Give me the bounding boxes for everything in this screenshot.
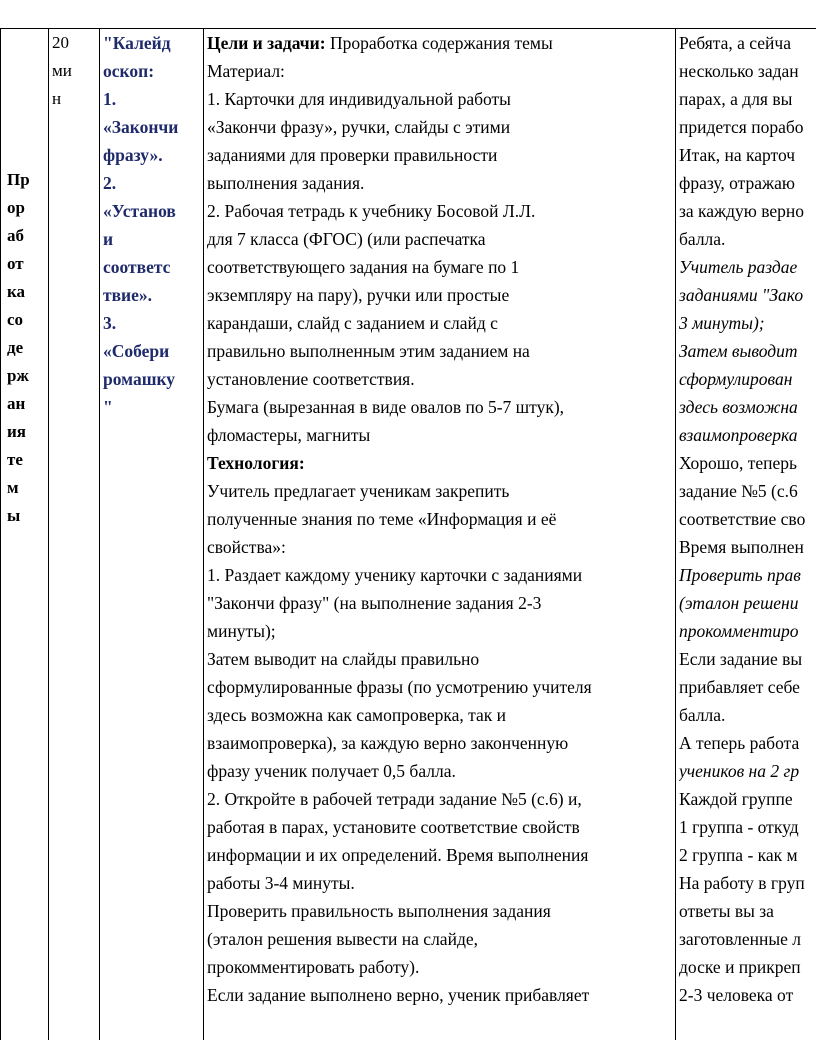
goals-line [207, 29, 673, 57]
student-text-line: учеников на 2 гр [679, 761, 800, 781]
stage-name-line: Пр [7, 170, 30, 189]
method-line: 3. [103, 313, 117, 333]
stage-name-line: ор [7, 198, 25, 217]
student-text-line: Учитель раздае [679, 257, 798, 277]
text-line: Затем выводит на слайды правильно [207, 649, 480, 669]
student-text-line: А теперь работа [679, 733, 800, 753]
student-text-line: Итак, на карточ [679, 145, 796, 165]
time-line: н [52, 89, 62, 108]
student-text-line: взаимопроверка [679, 425, 798, 445]
student-text-line: балла. [679, 229, 726, 249]
student-text-line: ответы вы за [679, 901, 774, 921]
method-line: 2. [103, 173, 117, 193]
stage-name-line: ан [7, 394, 26, 413]
student-text-line: Если задание вы [679, 649, 803, 669]
goals-text: Проработка содержания темы [325, 33, 553, 53]
method-line: и [103, 229, 114, 249]
student-text-line: соответствие сво [679, 509, 806, 529]
student-text-line: На работу в груп [679, 873, 805, 893]
text-line: полученные знания по теме «Информация и её [207, 509, 557, 529]
text-line: 1. Карточки для индивидуальной работы [207, 89, 511, 109]
student-text-line: заготовленные л [679, 929, 802, 949]
stage-name-line: де [7, 338, 24, 357]
student-text-line: Каждой группе [679, 789, 793, 809]
student-text-line: Ребята, а сейча [679, 33, 791, 53]
student-text-line: 2 группа - как м [679, 845, 798, 865]
student-text-line: задание №5 (с.6 [679, 481, 798, 501]
student-text-line: фразу, отражаю [679, 173, 795, 193]
text-line: Материал: [207, 61, 285, 81]
text-line: минуты); [207, 621, 276, 641]
stage-name-line: ы [7, 506, 21, 525]
student-text-line: несколько задан [679, 61, 799, 81]
method-line: «Установ [103, 201, 176, 221]
text-line: «Закончи фразу», ручки, слайды с этими [207, 117, 511, 137]
text-line: (эталон решения вывести на слайде, [207, 929, 478, 949]
student-text-line: балла. [679, 705, 726, 725]
text-line: свойства»: [207, 537, 286, 557]
student-text-line: заданиями "Зако [679, 285, 804, 305]
student-text-line: сформулирован [679, 369, 793, 389]
text-line: установление соответствия. [207, 369, 415, 389]
text-line: здесь возможна как самопроверка, так и [207, 705, 506, 725]
time-line: ми [52, 61, 72, 80]
method-line: «Собери [103, 341, 170, 361]
column-divider [203, 28, 204, 1040]
method-line: оскоп: [103, 61, 155, 81]
student-text-line: 2-3 человека от [679, 985, 794, 1005]
stage-name-line: от [7, 254, 24, 273]
stage-name-line: м [7, 478, 19, 497]
stage-name-line: те [7, 450, 23, 469]
stage-name-line: ка [7, 282, 26, 301]
method-line: соответс [103, 257, 171, 277]
method-line: фразу». [103, 145, 163, 165]
student-text-line: Время выполнен [679, 537, 804, 557]
text-line: фразу ученик получает 0,5 балла. [207, 761, 456, 781]
method-line: 1. [103, 89, 117, 109]
stage-name-line: со [7, 310, 24, 329]
student-text-line: Хорошо, теперь [679, 453, 798, 473]
column-divider [48, 28, 49, 1040]
stage-name-line: аб [7, 226, 24, 245]
text-line: заданиями для проверки правильности [207, 145, 498, 165]
text-line: 2. Откройте в рабочей тетради задание №5 (с.6) и, [207, 789, 582, 809]
method-line: твие». [103, 285, 153, 305]
stage-name-cell [7, 166, 47, 530]
student-text-line: здесь возможна [679, 397, 798, 417]
method-line: «Закончи [103, 117, 179, 137]
student-activity-cell [679, 29, 816, 1009]
student-text-line: парах, а для вы [679, 89, 793, 109]
text-line: соответствующего задания на бумаге по 1 [207, 257, 520, 277]
goals-label: Цели и задачи: [207, 33, 326, 53]
method-line: " [103, 397, 113, 417]
table-left-border [0, 28, 1, 1040]
text-line: карандаши, слайд с заданием и слайд с [207, 313, 498, 333]
student-text-line: Затем выводит [679, 341, 798, 361]
time-line: 20 [52, 33, 69, 52]
student-text-line: 3 минуты); [679, 313, 765, 333]
student-text-line: за каждую верно [679, 201, 805, 221]
text-line: работая в парах, установите соответствие свойств [207, 817, 580, 837]
teacher-activity-cell [207, 29, 673, 1009]
text-line: правильно выполненным этим заданием на [207, 341, 530, 361]
student-text-line: доске и прикреп [679, 957, 801, 977]
text-line: 2. Рабочая тетрадь к учебнику Босовой Л.Л. [207, 201, 536, 221]
text-line: прокомментировать работу). [207, 957, 420, 977]
student-text-line: прокомментиро [679, 621, 799, 641]
text-line: выполнения задания. [207, 173, 365, 193]
text-line: взаимопроверка), за каждую верно законченную [207, 733, 569, 753]
student-text-line: Проверить прав [679, 565, 801, 585]
text-line: информации и их определений. Время выполнения [207, 845, 589, 865]
text-line: для 7 класса (ФГОС) (или распечатка [207, 229, 486, 249]
time-cell [52, 29, 98, 113]
column-divider [675, 28, 676, 1040]
method-line: "Калейд [103, 33, 171, 53]
column-divider [99, 28, 100, 1040]
student-text-line: придется порабо [679, 117, 804, 137]
text-line: Если задание выполнено верно, ученик прибавляет [207, 985, 590, 1005]
text-line: сформулированные фразы (по усмотрению учителя [207, 677, 592, 697]
student-text-line: (эталон решени [679, 593, 799, 613]
text-line: Бумага (вырезанная в виде овалов по 5-7 штук), [207, 397, 565, 417]
method-line: ромашку [103, 369, 176, 389]
text-line: 1. Раздает каждому ученику карточки с заданиями [207, 565, 583, 585]
stage-name-line: рж [7, 366, 29, 385]
text-line: Учитель предлагает ученикам закрепить [207, 481, 510, 501]
method-cell [103, 29, 203, 421]
text-line: Проверить правильность выполнения задания [207, 901, 551, 921]
student-text-line: прибавляет себе [679, 677, 800, 697]
text-line: "Закончи фразу" (на выполнение задания 2-3 [207, 593, 542, 613]
text-line: фломастеры, магниты [207, 425, 371, 445]
technology-label: Технология: [207, 453, 305, 473]
text-line: работы 3-4 минуты. [207, 873, 355, 893]
student-text-line: 1 группа - откуд [679, 817, 799, 837]
stage-name-line: ия [7, 422, 26, 441]
text-line: экземпляру на пару), ручки или простые [207, 285, 510, 305]
